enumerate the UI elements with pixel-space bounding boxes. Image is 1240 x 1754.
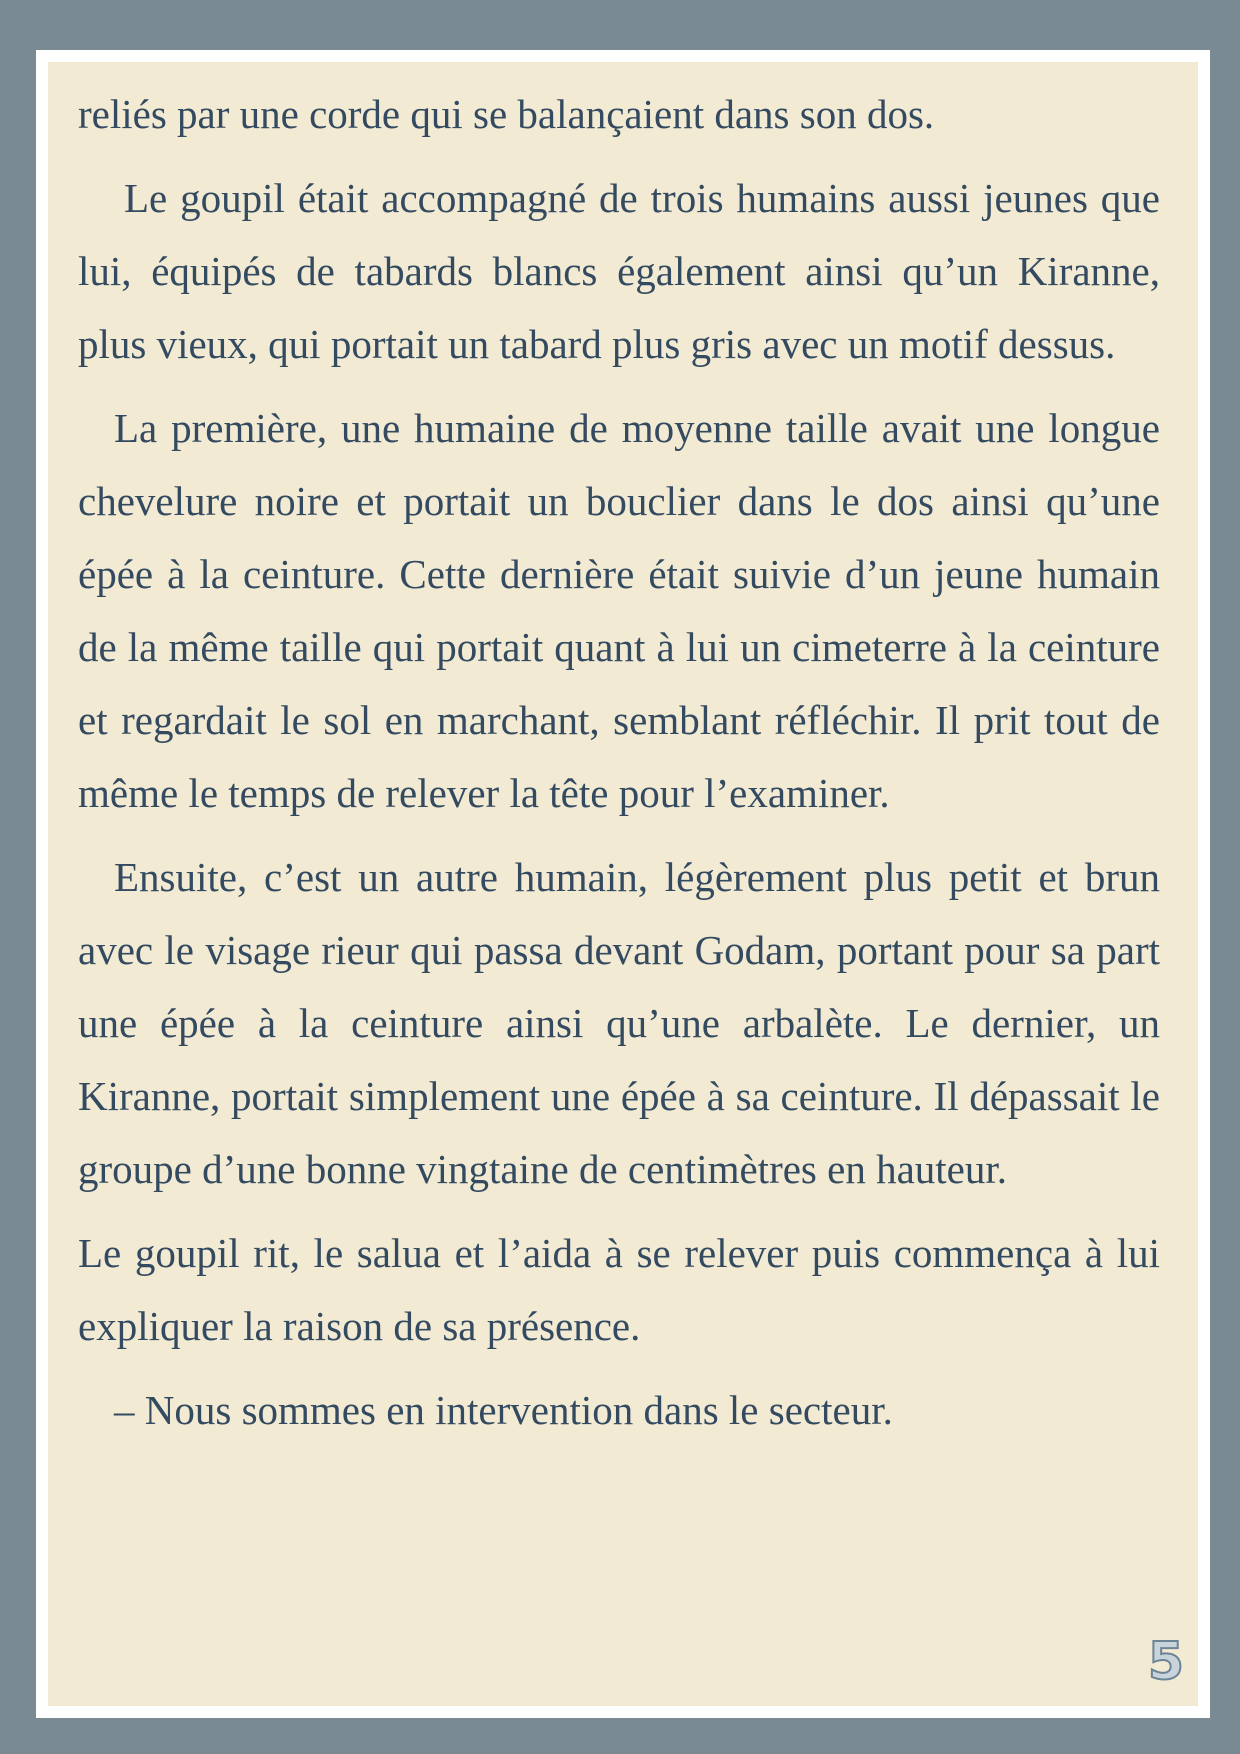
paragraph-6: – Nous sommes en intervention dans le secteur. <box>114 1387 893 1433</box>
paragraph-1: reliés par une corde qui se balançaient dans son dos. <box>78 91 935 137</box>
paragraph-2: Le goupil était accompagné de trois humains aussi jeunes que lui, équipés de tabards blancs également ainsi qu’un Kiranne, plus vieux, qui portait un tabard plus gris avec un motif dessus. <box>78 175 1160 367</box>
paragraph-4: Ensuite, c’est un autre humain, légèrement plus petit et brun avec le visage rieur qui passa devant Godam, portant pour sa part une épée à la ceinture ainsi qu’une arbalète. Le dernier, un Kiranne, portait simplement une épée à sa ceinture. Il dépassait le groupe d’une bonne vingtaine de centimètres en hauteur. <box>78 854 1160 1192</box>
page-number: 5 <box>1147 1632 1184 1692</box>
book-page <box>48 62 1198 1706</box>
paragraph-3: La première, une humaine de moyenne taille avait une longue chevelure noire et portait un bouclier dans le dos ainsi qu’une épée à la ceinture. Cette dernière était suivie d’un jeune humain de la même taille qui portait quant à lui un cimeterre à la ceinture et regardait le sol en marchant, semblant réfléchir. Il prit tout de même le temps de relever la tête pour l’examiner. <box>78 405 1160 816</box>
paragraph-5: Le goupil rit, le salua et l’aida à se relever puis commença à lui expliquer la raison de sa présence. <box>78 1230 1160 1349</box>
page-text <box>78 78 1160 1458</box>
